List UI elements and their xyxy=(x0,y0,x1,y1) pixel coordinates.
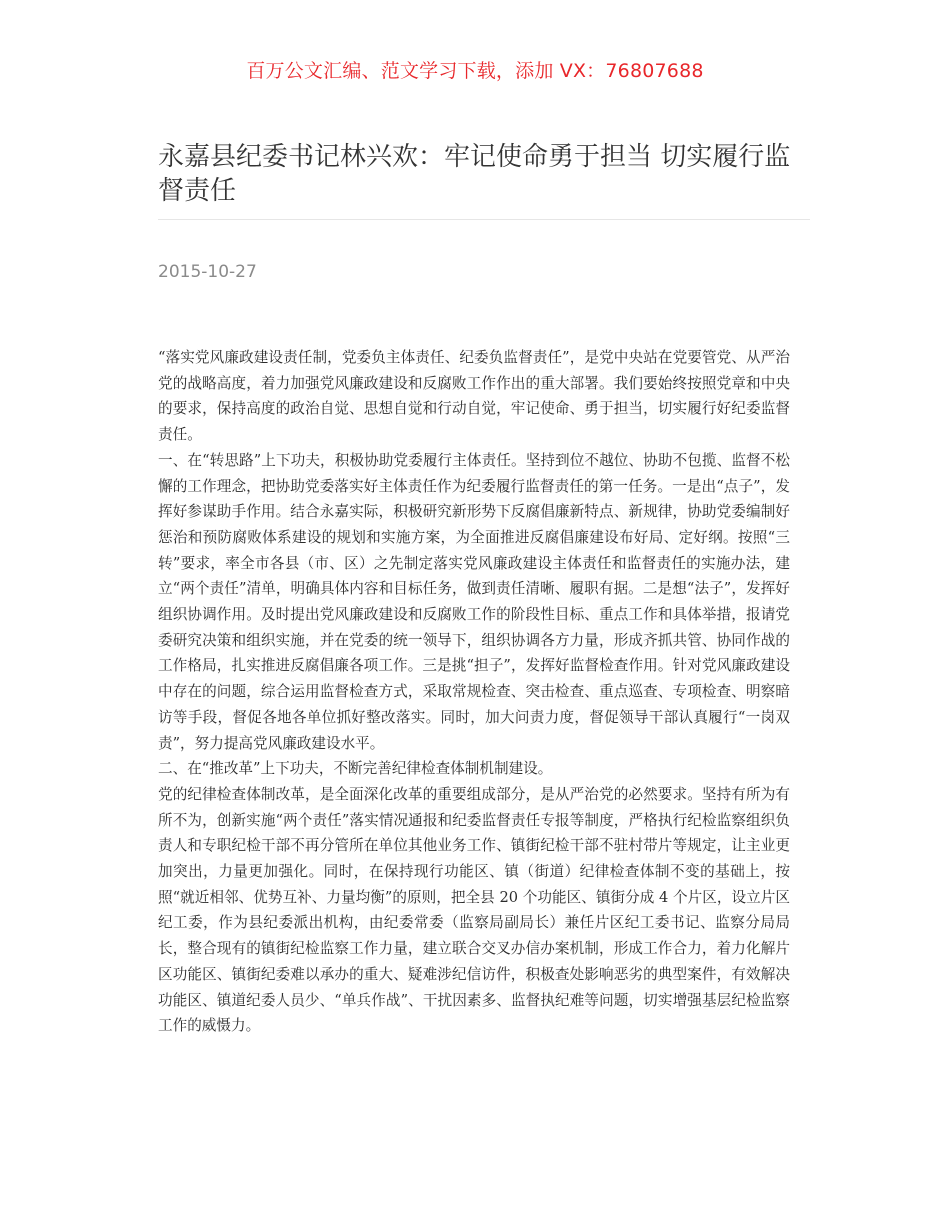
paragraph-section-one: 一、在“转思路”上下功夫，积极协助党委履行主体责任。坚持到位不越位、协助不包揽、监督不松懈的工作理念，把协助党委落实好主体责任作为纪委履行监督责任的第一任务。一是出“点子”，发挥好参谋助手作用。结合永嘉实际，积极研究新形势下反腐倡廉新特点、新规律，协助党委编制好惩治和预防腐败体系建设的规划和实施方案，为全面推进反腐倡廉建设布好局、定好纲。按照“三转”要求，率全市各县（市、区）之先制定落实党风廉政建设主体责任和监督责任的实施办法，建立“两个责任”清单，明确具体内容和目标任务，做到责任清晰、履职有据。二是想“法子”，发挥好组织协调作用。及时提出党风廉政建设和反腐败工作的阶段性目标、重点工作和具体举措，报请党委研究决策和组织实施，并在党委的统一领导下，组织协调各方力量，形成齐抓共管、协同作战的工作格局，扎实推进反腐倡廉各项工作。三是挑“担子”，发挥好监督检查作用。针对党风廉政建设中存在的问题，综合运用监督检查方式，采取常规检查、突击检查、重点巡查、专项检查、明察暗访等手段，督促各地各单位抓好整改落实。同时，加大问责力度，督促领导干部认真履行“一岗双责”，努力提高党风廉政建设水平。 xyxy=(158,451,790,752)
title-divider xyxy=(158,219,810,220)
paragraph-section-two-body: 党的纪律检查体制改革，是全面深化改革的重要组成部分，是从严治党的必然要求。坚持有所为有所不为，创新实施“两个责任”落实情况通报和纪委监督责任专报等制度，严格执行纪检监察组织负责人和专职纪检干部不再分管所在单位其他业务工作、镇街纪检干部不驻村带片等规定，让主业更加突出，力量更加强化。同时，在保持现行功能区、镇（街道）纪律检查体制不变的基础上，按照“就近相邻、优势互补、力量均衡”的原则，把全县 20 个功能区、镇街分成 4 个片区，设立片区纪工委，作为县纪委派出机构，由纪委常委（监察局副局长）兼任片区纪工委书记、监察分局局长，整合现有的镇街纪检监察工作力量，建立联合交叉办信办案机制，形成工作合力，着力化解片区功能区、镇街纪委难以承办的重大、疑难涉纪信访件，积极查处影响恶劣的典型案件，有效解决功能区、镇道纪委人员少、“单兵作战”、干扰因素多、监督执纪难等问题，切实增强基层纪检监察工作的威慑力。 xyxy=(158,785,790,1035)
article-title: 永嘉县纪委书记林兴欢：牢记使命勇于担当 切实履行监督责任 xyxy=(158,142,791,206)
paragraph-intro: “落实党风廉政建设责任制，党委负主体责任、纪委负监督责任”，是党中央站在党要管党、从严治党的战略高度，着力加强党风廉政建设和反腐败工作作出的重大部署。我们要始终按照党章和中央的要求，保持高度的政治自觉、思想自觉和行动自觉，牢记使命、勇于担当，切实履行好纪委监督责任。 xyxy=(158,349,790,444)
promo-banner: 百万公文汇编、范文学习下载，添加 VX：76807688 xyxy=(246,60,704,82)
paragraph-section-two-heading: 二、在“推改革”上下功夫，不断完善纪律检查体制机制建设。 xyxy=(158,760,553,778)
publish-date: 2015-10-27 xyxy=(158,262,257,282)
article-body xyxy=(158,345,790,1039)
